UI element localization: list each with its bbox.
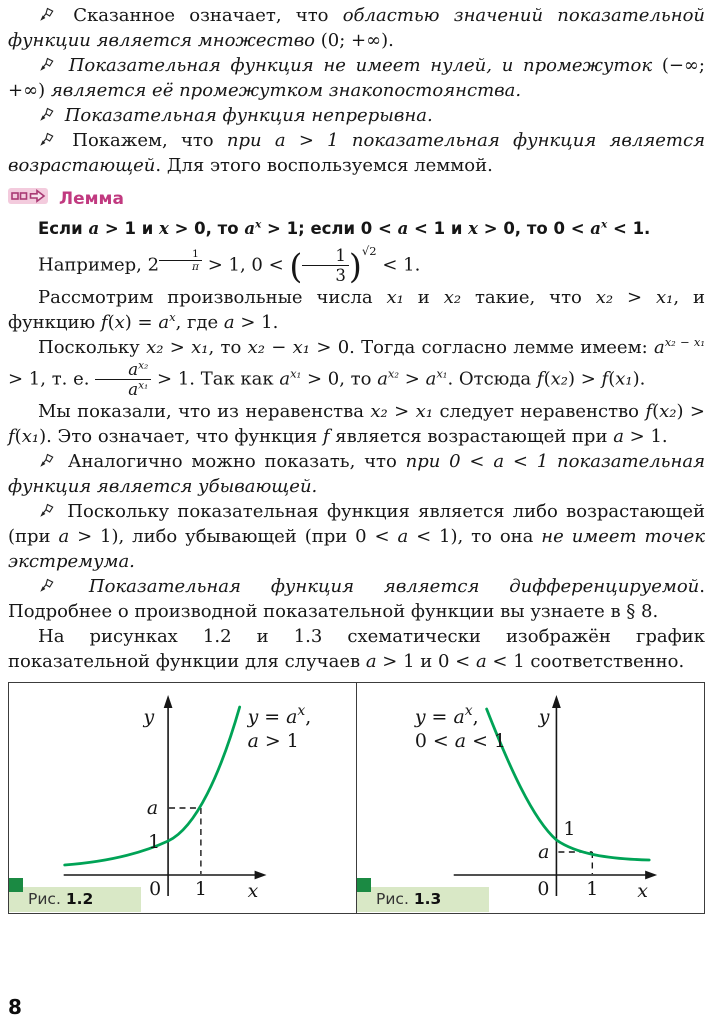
text-run: На рисунках 1.2 и 1.3 схематически изображён график показательной функции для случаев (8, 626, 705, 673)
figure-1-2 (9, 683, 357, 913)
para-range-of-values (8, 3, 705, 53)
text-run: при 0 < a < 1 показательная функция является убывающей. (8, 451, 705, 498)
text-run: > 0, то 0 < (478, 219, 591, 238)
text-run: , где (175, 312, 224, 334)
text-run: ) > (567, 368, 602, 390)
text-run: ) (348, 246, 362, 286)
figure-1-3 (357, 683, 704, 913)
text-run: x (255, 218, 262, 231)
text-run: x₁ (615, 368, 633, 390)
text-run: (0; +∞). (320, 30, 394, 51)
text-run: 1 (335, 246, 346, 265)
text-run (59, 576, 89, 597)
text-run: Рассмотрим произвольные числа (38, 287, 387, 309)
text-run: x₁ (138, 379, 149, 392)
text-run: x (114, 312, 125, 334)
text-run: − (264, 337, 293, 359)
item-marker-icon (39, 578, 54, 593)
text-run (302, 246, 349, 266)
item-marker-icon (39, 453, 54, 468)
para-no-zeros (8, 53, 705, 103)
para-lemma-application (8, 335, 705, 399)
text-run: a (590, 219, 601, 238)
para-continuous (8, 103, 705, 128)
y-axis-label: y (538, 706, 550, 729)
curve-condition: 0 < a < 1 (414, 730, 507, 753)
text-run: ). (632, 368, 646, 390)
text-run: a (397, 219, 409, 238)
text-run: x₂ (138, 359, 149, 372)
y-axis-arrowhead (552, 695, 561, 708)
curve-formula: $y = a^x$, (414, 703, 479, 729)
para-differentiable (8, 574, 705, 624)
para-example (8, 246, 705, 285)
page-number: 8 (8, 995, 22, 1019)
text-run (665, 335, 705, 349)
caption-square-icon (357, 878, 371, 892)
figure-caption (9, 887, 141, 912)
item-marker-icon (39, 57, 54, 72)
text-run: x₁ (436, 366, 448, 381)
origin-label: 0 (149, 878, 162, 901)
text-run: Аналогично можно показать, что (59, 451, 406, 473)
text-run (138, 360, 148, 372)
text-run: , и функцию (8, 287, 706, 334)
text-run: > 0. Тогда согласно лемме имеем: (310, 337, 654, 359)
text-run: a (653, 337, 665, 359)
text-run: > 1), либо убывающей (при 0 < (69, 526, 398, 548)
text-run: 3 (335, 266, 346, 286)
text-run (95, 380, 151, 399)
text-run: ( (652, 401, 660, 423)
text-run: > (613, 287, 657, 309)
text-run: x₁ (656, 287, 674, 309)
para-we-showed (8, 399, 705, 449)
para-decreasing (8, 449, 705, 499)
text-run: a (279, 368, 291, 390)
text-run: a (58, 526, 70, 548)
caption-square-icon (9, 878, 23, 892)
text-run: > 1; если 0 < (261, 219, 398, 238)
text-run: x (159, 219, 169, 238)
figure-1-3-plot (357, 683, 704, 913)
text-run (138, 380, 148, 392)
y-one-label: 1 (563, 818, 576, 841)
text-run (302, 266, 349, 285)
text-run: a (128, 360, 139, 380)
text-run: > 1 и (99, 219, 160, 238)
text-run: x₁ (191, 337, 209, 359)
text-run: < 1), то она (408, 526, 542, 548)
curve-formula: $y = a^x$, (247, 703, 312, 729)
text-run: следует неравенство (433, 401, 646, 423)
text-run: > (387, 401, 416, 423)
item-marker-icon (39, 132, 54, 147)
text-run: ( (608, 368, 616, 390)
text-run: x₂ (443, 287, 462, 309)
text-run (95, 360, 151, 380)
text-run (436, 367, 447, 381)
text-run (159, 261, 202, 273)
text-run: является её промежутком знакопостоянства. (45, 80, 522, 101)
text-run: не имеет точек экстремума. (8, 526, 705, 573)
text-run: f (8, 426, 15, 448)
item-marker-icon (39, 107, 54, 122)
text-run: Если (38, 219, 89, 238)
caption-label: Рис. (376, 890, 409, 909)
text-run: f (601, 368, 609, 390)
text-run: ) = (124, 312, 159, 334)
para-increasing-intro (8, 128, 705, 178)
x-axis-arrowhead (255, 871, 267, 880)
text-run: > (399, 368, 426, 390)
figure-1-2-plot (9, 683, 356, 913)
text-run: < 1. (607, 219, 651, 238)
text-run (362, 244, 377, 258)
curve-condition: a > 1 (247, 730, 299, 753)
para-figures-intro (8, 624, 705, 674)
para-consider-numbers (8, 285, 705, 335)
text-run: областью значений показательной функции является множество (8, 5, 705, 51)
text-run: x (600, 218, 608, 231)
text-run: > 1 и 0 < (376, 651, 476, 673)
x-axis-label: x (637, 880, 648, 903)
text-run: > 1. Так как (151, 368, 280, 390)
lemma-title: Лемма (59, 189, 124, 209)
text-run: > 1. (234, 312, 279, 334)
text-run: x (169, 310, 176, 325)
text-run: a (613, 426, 624, 448)
text-run: f (100, 312, 108, 334)
text-run: Мы показали, что из неравенства (38, 401, 371, 423)
text-run: < 1 соответственно. (486, 651, 685, 673)
text-run (290, 367, 301, 381)
x-axis-arrowhead (645, 871, 657, 880)
text-run: Поскольку показательная функция является либо возрастающей (при (8, 501, 705, 548)
text-run: f (645, 401, 653, 423)
text-run: . Отсюда (447, 368, 537, 390)
text-run: x₁ (292, 337, 311, 359)
y-axis-label: y (143, 706, 155, 729)
text-run: < 1. (376, 254, 421, 276)
text-run (59, 55, 69, 76)
x-one-label: 1 (586, 878, 599, 901)
para-no-extrema (8, 499, 705, 574)
text-run: 1 (192, 247, 199, 260)
text-run: π (192, 261, 199, 274)
text-run: > 0, то (301, 368, 378, 390)
text-run: x₂ (247, 337, 265, 359)
text-run: x₂ − x₁ (664, 335, 706, 350)
text-run: Поскольку (38, 337, 147, 359)
a-label: a (146, 797, 159, 820)
text-run: > 1, 0 < (201, 254, 290, 276)
text-run: a (377, 368, 388, 390)
text-run (159, 247, 202, 274)
text-run: , то (208, 337, 248, 359)
lemma-statement (38, 216, 705, 242)
text-run: Покажем, что (59, 130, 227, 151)
text-run: x₂ (550, 368, 568, 390)
y-one-label: 1 (148, 831, 161, 854)
caption-number: 1.3 (413, 890, 442, 909)
text-run: x₂ (595, 287, 614, 309)
text-run (159, 248, 202, 261)
text-run: a (158, 312, 170, 334)
dashed-guides (558, 852, 592, 874)
text-run: ) > (676, 401, 705, 423)
fraction (95, 360, 151, 399)
text-run: Показательная функция является дифференцируемой (88, 576, 700, 598)
figure-row (8, 682, 705, 914)
text-run: ). Это означает, что функция (39, 426, 323, 448)
text-run: Например, 2 (38, 254, 160, 276)
text-run: x₁ (415, 401, 434, 423)
text-run: . Подробнее о производной показательной функции вы узнаете в § 8. (8, 576, 705, 623)
text-run: a (128, 380, 139, 400)
text-run: x₂ (146, 337, 164, 359)
lemma-badge-icon (8, 187, 48, 212)
x-axis-label: x (247, 880, 259, 903)
text-run: x₂ (387, 366, 400, 381)
item-marker-icon (39, 503, 54, 518)
text-run: > 0, то (168, 219, 245, 238)
text-run: . Для этого воспользуемся леммой. (155, 155, 493, 176)
lemma-header (8, 187, 705, 212)
text-run: > 1. (623, 426, 668, 448)
text-run: ( (107, 312, 115, 334)
a-label: a (538, 841, 550, 864)
fraction (302, 246, 349, 285)
text-run: x₁ (386, 287, 404, 309)
text-run: < 1 и (408, 219, 469, 238)
text-run: x₂ (659, 401, 677, 423)
text-run: и (403, 287, 444, 309)
text-run (388, 367, 399, 381)
caption-label: Рис. (28, 890, 61, 909)
y-axis-arrowhead (164, 695, 173, 708)
text-run: √2 (361, 244, 377, 258)
text-run: ( (289, 246, 303, 286)
origin-label: 0 (537, 878, 550, 901)
text-run: > 1, т. е. (8, 368, 96, 390)
text-run: такие, что (461, 287, 596, 309)
text-run: a (425, 368, 437, 390)
text-run: Сказанное означает, что (59, 5, 343, 26)
text-run: Показательная функция не имеет нулей, и промежуток (68, 55, 662, 76)
text-run: x₂ (370, 401, 388, 423)
text-run: a (244, 219, 256, 238)
text-run: x₁ (290, 366, 302, 381)
text-run: f (322, 426, 330, 448)
x-one-label: 1 (194, 878, 207, 901)
text-run: a (88, 219, 100, 238)
text-run: a (397, 526, 409, 548)
dashed-guides (169, 808, 201, 874)
text-run: ( (543, 368, 551, 390)
text-run: при a > 1 показательная функция является возрастающей (8, 130, 705, 176)
caption-number: 1.2 (65, 890, 94, 909)
text-run: > (163, 337, 192, 359)
text-run: является возрастающей при (329, 426, 614, 448)
fraction (159, 248, 202, 273)
text-run: x (468, 219, 479, 238)
text-run: x₁ (21, 426, 40, 448)
text-run: a (223, 312, 235, 334)
text-run: (−∞; +∞) (8, 55, 705, 101)
text-run: f (536, 368, 544, 390)
item-marker-icon (39, 7, 54, 22)
figure-caption (357, 887, 489, 912)
text-run: Показательная функция непрерывна. (64, 105, 433, 126)
text-run: a (365, 651, 377, 673)
text-run: a (475, 651, 487, 673)
text-run: ( (14, 426, 22, 448)
